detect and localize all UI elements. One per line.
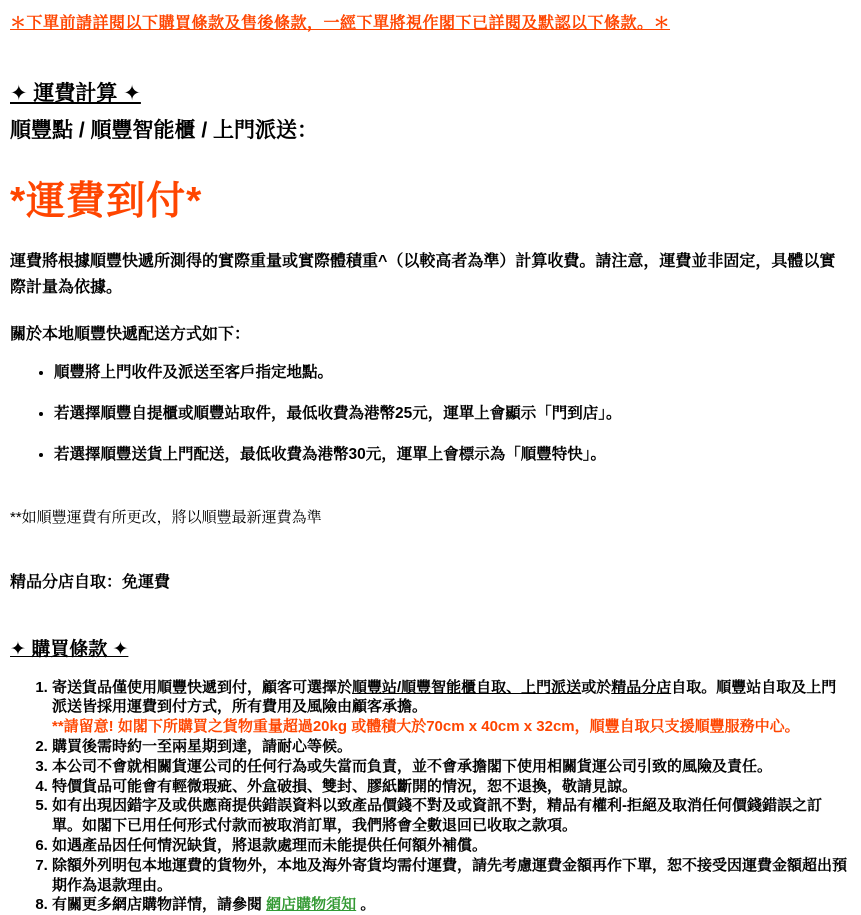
terms-item-1-pre: 寄送貨品僅使用順豐快遞到付，顧客可選擇於	[52, 678, 353, 696]
freight-collect-banner: *運費到付*	[10, 180, 203, 223]
purchase-terms-heading: ✦ 購買條款 ✦	[10, 638, 129, 660]
terms-item-2: 2. 購買後需時約一至兩星期到達，請耐心等候。	[52, 737, 849, 757]
delivery-method-item: • 若選擇順豐自提櫃或順豐站取件，最低收費為港幣25元，運單上會顯示「門到店」。	[54, 404, 849, 425]
terms-item-3: 3. 本公司不會就相關貨運公司的任何行為或失當而負責，並不會承擔閣下使用相關貨運公司引致的風險及責任。	[52, 757, 849, 777]
shopping-info-link[interactable]: 網店購物須知	[266, 896, 357, 914]
terms-item-5: 5. 如有出現因錯字及或供應商提供錯誤資料以致產品價錢不對及或資訊不對，精品有權利-拒絕及取消任何價錢錯誤之訂單。如閣下已用任何形式付款而被取消訂單，我們將會全數退回已收取之款項。	[52, 796, 849, 836]
shipping-section-heading: ✦ 運費計算 ✦	[10, 82, 141, 105]
terms-item-6: 6. 如遇產品因任何情況缺貨，將退款處理而未能提供任何額外補償。	[52, 836, 849, 856]
store-pickup-note: 精品分店自取：免運費	[10, 573, 171, 591]
purchase-terms-list	[10, 678, 849, 915]
terms-item-8-post: 。	[356, 896, 376, 914]
delivery-methods-title: 關於本地順豐快遞配送方式如下：	[10, 326, 251, 344]
terms-item-8	[52, 895, 849, 915]
terms-item-4: 4. 特價貨品可能會有輕微瑕疵、外盒破損、雙封、膠紙斷開的情況，恕不退換，敬請見諒。	[52, 777, 849, 797]
delivery-methods-list	[10, 363, 849, 466]
pre-order-notice: ＊下單前請詳閱以下購買條款及售後條款，一經下單將視作閣下已詳閱及默認以下條款。＊	[10, 15, 671, 32]
terms-item-1	[52, 678, 849, 737]
shipping-intro-paragraph: 運費將根據順豐快遞所測得的實際重量或實際體積重^（以較高者為準）計算收費。請注意，運費並非固定，具體以實際計量為依據。	[10, 253, 836, 296]
terms-item-7: 7. 除額外列明包本地運費的貨物外，本地及海外寄貨均需付運費，請先考慮運費金額再作下單，恕不接受因運費金額超出預期作為退款理由。	[52, 856, 849, 896]
delivery-method-item: • 順豐將上門收件及派送至客戶指定地點。	[54, 363, 849, 384]
terms-item-1-underline-1: 順豐站/順豐智能櫃自取、上門派送	[352, 678, 582, 696]
shipping-methods-subheading: 順豐點 / 順豐智能櫃 / 上門派送：	[10, 119, 319, 142]
freight-change-footnote: **如順豐運費有所更改，將以順豐最新運費為準	[10, 508, 322, 526]
terms-item-1-mid: 或於	[581, 678, 612, 696]
terms-item-8-pre: 有關更多網店購物詳情，請參閱	[52, 896, 267, 914]
delivery-method-item: • 若選擇順豐送貨上門配送，最低收費為港幣30元，運單上會標示為「順豐特快」。	[54, 445, 849, 466]
terms-item-1-post: 自取。順豐站自取及上門派送皆採用運費到付方式，所有費用及風險由顧客承擔。	[52, 678, 837, 716]
weight-limit-warning: **請留意! 如閣下所購買之貨物重量超過20kg 或體積大於70cm x 40cm x 32cm，順豐自取只支援順豐服務中心。	[52, 718, 800, 736]
terms-item-1-underline-2: 精品分店	[611, 678, 672, 696]
